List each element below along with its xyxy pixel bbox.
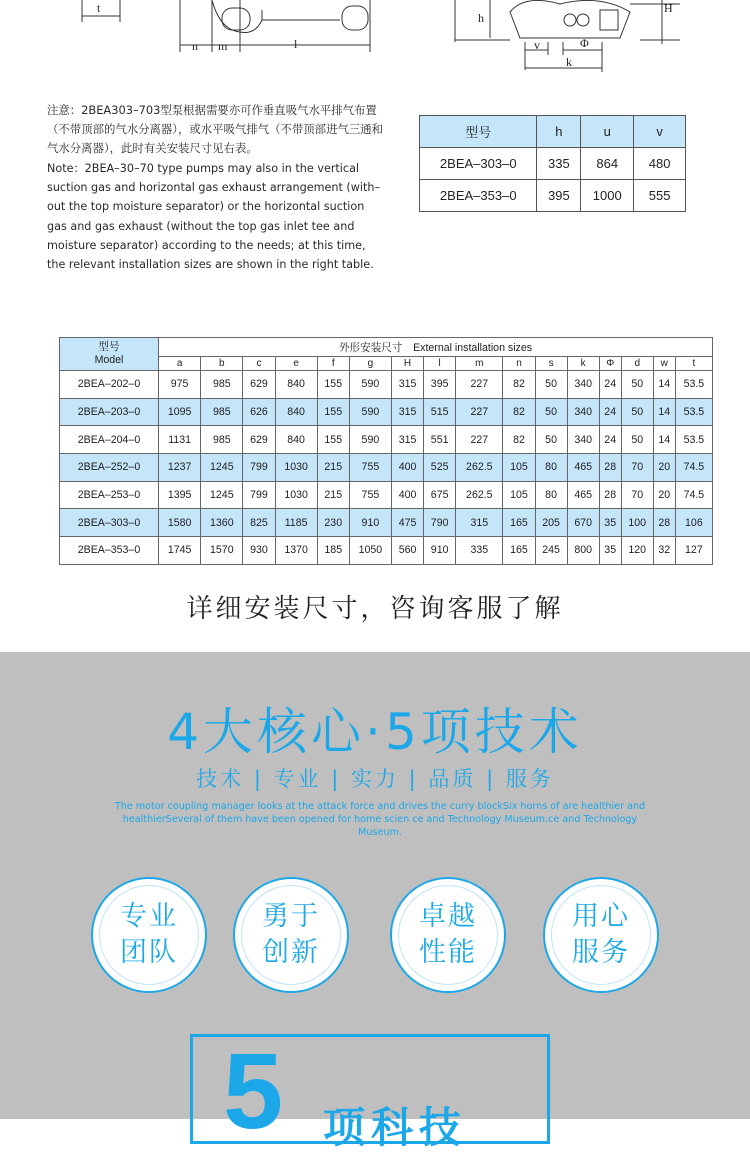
table-cell: 50 xyxy=(621,371,653,399)
table-cell: 799 xyxy=(243,481,275,509)
feature-section xyxy=(0,652,750,1152)
table-cell: 24 xyxy=(599,371,621,399)
table-cell: 1185 xyxy=(275,509,317,537)
table-cell: 1245 xyxy=(201,454,243,482)
dim-label-k: k xyxy=(566,55,572,69)
circle-line: 勇于 xyxy=(262,901,320,932)
table-cell: 127 xyxy=(675,537,712,565)
table-cell: 315 xyxy=(392,398,424,426)
feature-title: 4大核心·5项技术 xyxy=(167,703,583,761)
circle-line: 专业 xyxy=(120,901,178,932)
table-cell: 1745 xyxy=(159,537,201,565)
table-cell: 975 xyxy=(159,371,201,399)
external-sizes-header: 外形安装尺寸 External installation sizes xyxy=(159,338,713,357)
table-cell: 985 xyxy=(201,398,243,426)
table-cell: 227 xyxy=(456,426,503,454)
column-header: d xyxy=(621,357,653,371)
table-cell: 590 xyxy=(349,398,391,426)
table-cell: 1030 xyxy=(275,481,317,509)
column-header: c xyxy=(243,357,275,371)
table-cell: 1131 xyxy=(159,426,201,454)
column-header: m xyxy=(456,357,503,371)
table-cell: 840 xyxy=(275,426,317,454)
table-cell: 1030 xyxy=(275,454,317,482)
table-cell: 755 xyxy=(349,481,391,509)
table-cell: 82 xyxy=(503,398,535,426)
table-cell: 74.5 xyxy=(675,481,712,509)
table-cell: 70 xyxy=(621,481,653,509)
five-number: 5 xyxy=(223,1030,284,1151)
table-cell: 165 xyxy=(503,509,535,537)
table-cell: 400 xyxy=(392,454,424,482)
table-cell: 1000 xyxy=(581,180,634,212)
circle-line: 服务 xyxy=(572,937,630,968)
table-cell: 465 xyxy=(567,481,599,509)
table-cell: 755 xyxy=(349,454,391,482)
table-cell: 340 xyxy=(567,371,599,399)
table-cell: 790 xyxy=(424,509,456,537)
table-cell: 82 xyxy=(503,371,535,399)
table-cell: 1050 xyxy=(349,537,391,565)
table-row xyxy=(60,509,713,537)
table-cell: 14 xyxy=(653,371,675,399)
alt-size-table xyxy=(419,115,686,212)
table-cell: 106 xyxy=(675,509,712,537)
feature-circle-performance xyxy=(390,877,506,993)
table-cell: 1570 xyxy=(201,537,243,565)
table-row xyxy=(60,481,713,509)
table-cell: 245 xyxy=(535,537,567,565)
table-cell: 340 xyxy=(567,398,599,426)
table-cell: 20 xyxy=(653,481,675,509)
pump-diagram-svg xyxy=(0,0,750,100)
table-cell: 35 xyxy=(599,509,621,537)
table-cell: 155 xyxy=(317,426,349,454)
dim-label-phi: Φ xyxy=(580,36,589,50)
table-cell: 53.5 xyxy=(675,426,712,454)
table-cell: 14 xyxy=(653,398,675,426)
table-cell: 20 xyxy=(653,454,675,482)
column-header: k xyxy=(567,357,599,371)
table-cell: 395 xyxy=(537,180,581,212)
table-cell: 32 xyxy=(653,537,675,565)
installation-note xyxy=(47,101,387,274)
table-row xyxy=(60,426,713,454)
table-cell: 1095 xyxy=(159,398,201,426)
table-cell: 28 xyxy=(653,509,675,537)
table-cell: 910 xyxy=(349,509,391,537)
alt-size-table-header xyxy=(420,116,686,148)
model-cell: 2BEA–252–0 xyxy=(60,454,159,482)
table-cell: 80 xyxy=(535,481,567,509)
column-header: n xyxy=(503,357,535,371)
table-cell: 185 xyxy=(317,537,349,565)
table-cell: 1245 xyxy=(201,481,243,509)
table-cell: 560 xyxy=(392,537,424,565)
table-row xyxy=(60,454,713,482)
table-cell: 50 xyxy=(535,398,567,426)
table-cell: 262.5 xyxy=(456,454,503,482)
table-cell: 227 xyxy=(456,371,503,399)
table-cell: 205 xyxy=(535,509,567,537)
feature-circle-team xyxy=(91,877,207,993)
table-cell: 50 xyxy=(621,426,653,454)
table-cell: 262.5 xyxy=(456,481,503,509)
five-tech-text: 项科技 xyxy=(323,1103,468,1152)
dim-label-H: H xyxy=(664,1,673,15)
table-cell: 35 xyxy=(599,537,621,565)
circle-line: 用心 xyxy=(572,901,630,932)
note-chinese: 注意：2BEA303–703型泵根据需要亦可作垂直吸气水平排气布置（不带顶部的气水分离器），或水平吸气排气（不带顶部进气三通和气水分离器），此时有关安装尺寸见右表。 xyxy=(47,103,384,156)
table-cell: 315 xyxy=(456,509,503,537)
circle-line: 创新 xyxy=(262,937,320,968)
external-size-table-body xyxy=(60,371,713,565)
alt-size-header-v: v xyxy=(634,116,686,148)
table-cell: 480 xyxy=(634,148,686,180)
alt-size-header-h: h xyxy=(537,116,581,148)
column-header: H xyxy=(392,357,424,371)
table-cell: 1360 xyxy=(201,509,243,537)
model-cell: 2BEA–353–0 xyxy=(60,537,159,565)
table-cell: 555 xyxy=(634,180,686,212)
model-cell: 2BEA–253–0 xyxy=(60,481,159,509)
model-cell: 2BEA–202–0 xyxy=(60,371,159,399)
feature-subtitle: 技术 | 专业 | 实力 | 品质 | 服务 xyxy=(196,767,554,791)
circle-line: 性能 xyxy=(419,937,477,968)
table-cell: 50 xyxy=(535,371,567,399)
table-cell: 629 xyxy=(243,426,275,454)
table-cell: 1395 xyxy=(159,481,201,509)
table-row xyxy=(60,398,713,426)
table-cell: 465 xyxy=(567,454,599,482)
table-cell: 395 xyxy=(424,371,456,399)
table-cell: 315 xyxy=(392,426,424,454)
table-cell: 14 xyxy=(653,426,675,454)
dim-label-m: m xyxy=(218,39,228,53)
column-header: e xyxy=(275,357,317,371)
five-tech-frame xyxy=(190,1030,550,1152)
table-cell: 80 xyxy=(535,454,567,482)
dim-label-l: l xyxy=(294,37,298,51)
table-cell: 799 xyxy=(243,454,275,482)
table-cell: 864 xyxy=(581,148,634,180)
table-cell: 74.5 xyxy=(675,454,712,482)
external-size-table xyxy=(59,337,713,565)
table-cell: 590 xyxy=(349,371,391,399)
model-cell: 2BEA–203–0 xyxy=(60,398,159,426)
table-cell: 629 xyxy=(243,371,275,399)
column-header: w xyxy=(653,357,675,371)
table-cell: 1370 xyxy=(275,537,317,565)
table-cell: 670 xyxy=(567,509,599,537)
column-header: s xyxy=(535,357,567,371)
column-header: b xyxy=(201,357,243,371)
table-cell: 50 xyxy=(621,398,653,426)
table-cell: 155 xyxy=(317,398,349,426)
dim-label-h: h xyxy=(478,11,484,25)
dim-label-t: t xyxy=(97,1,101,15)
table-cell: 840 xyxy=(275,371,317,399)
consult-text: 详细安装尺寸，咨询客服了解 xyxy=(186,594,564,624)
alt-size-header-u: u xyxy=(581,116,634,148)
table-cell: 230 xyxy=(317,509,349,537)
note-english: Note：2BEA–30–70 type pumps may also in the vertical suction gas and horizontal gas exhaust arrangement (with–out the top moisture separator) or the horizontal suction gas and gas exhaust (without the top gas inlet tee and moisture separator) according to the needs; at this time, the relevant installation sizes are shown in the right table. xyxy=(47,161,381,272)
table-cell: 590 xyxy=(349,426,391,454)
table-cell: 120 xyxy=(621,537,653,565)
table-cell: 215 xyxy=(317,454,349,482)
table-cell: 227 xyxy=(456,398,503,426)
feature-circle-innovation xyxy=(233,877,349,993)
table-cell: 400 xyxy=(392,481,424,509)
model-header xyxy=(60,338,159,371)
table-cell: 50 xyxy=(535,426,567,454)
column-header: l xyxy=(424,357,456,371)
column-header: a xyxy=(159,357,201,371)
table-cell: 675 xyxy=(424,481,456,509)
column-header: t xyxy=(675,357,712,371)
dim-label-v: v xyxy=(534,38,540,52)
alt-size-header-model: 型号 xyxy=(420,116,537,148)
table-cell: 315 xyxy=(392,371,424,399)
table-cell: 28 xyxy=(599,454,621,482)
model-header-zh: 型号 xyxy=(98,341,120,353)
column-header: g xyxy=(349,357,391,371)
table-row xyxy=(60,537,713,565)
table-cell: 825 xyxy=(243,509,275,537)
table-cell: 551 xyxy=(424,426,456,454)
table-cell: 840 xyxy=(275,398,317,426)
table-cell: 335 xyxy=(456,537,503,565)
table-cell: 2BEA–353–0 xyxy=(420,180,537,212)
table-row xyxy=(60,371,713,399)
table-cell: 985 xyxy=(201,371,243,399)
table-cell: 165 xyxy=(503,537,535,565)
table-cell: 24 xyxy=(599,398,621,426)
circle-line: 团队 xyxy=(120,937,178,968)
model-cell: 2BEA–303–0 xyxy=(60,509,159,537)
feature-blurb: The motor coupling manager looks at the attack force and drives the curry blockSix horns of are healthier and healthierSeveral of them have been opened for home scien ce and Technology Museum.ce and Technology Museum. xyxy=(114,801,646,838)
model-cell: 2BEA–204–0 xyxy=(60,426,159,454)
table-cell: 70 xyxy=(621,454,653,482)
table-cell: 800 xyxy=(567,537,599,565)
table-cell: 105 xyxy=(503,481,535,509)
model-header-en: Model xyxy=(94,354,124,366)
table-cell: 2BEA–303–0 xyxy=(420,148,537,180)
table-cell: 340 xyxy=(567,426,599,454)
circle-line: 卓越 xyxy=(419,901,477,932)
table-cell: 155 xyxy=(317,371,349,399)
table-cell: 626 xyxy=(243,398,275,426)
table-cell: 525 xyxy=(424,454,456,482)
table-cell: 28 xyxy=(599,481,621,509)
dim-label-n: n xyxy=(192,39,198,53)
table-cell: 24 xyxy=(599,426,621,454)
table-row xyxy=(420,180,686,212)
column-header: f xyxy=(317,357,349,371)
table-cell: 82 xyxy=(503,426,535,454)
table-cell: 910 xyxy=(424,537,456,565)
table-cell: 215 xyxy=(317,481,349,509)
table-row xyxy=(420,148,686,180)
table-cell: 515 xyxy=(424,398,456,426)
feature-circle-service xyxy=(543,877,659,993)
table-cell: 475 xyxy=(392,509,424,537)
column-header: Φ xyxy=(599,357,621,371)
table-cell: 985 xyxy=(201,426,243,454)
table-cell: 930 xyxy=(243,537,275,565)
table-cell: 105 xyxy=(503,454,535,482)
table-cell: 53.5 xyxy=(675,371,712,399)
table-cell: 335 xyxy=(537,148,581,180)
table-cell: 1580 xyxy=(159,509,201,537)
table-cell: 53.5 xyxy=(675,398,712,426)
table-cell: 1237 xyxy=(159,454,201,482)
table-cell: 100 xyxy=(621,509,653,537)
